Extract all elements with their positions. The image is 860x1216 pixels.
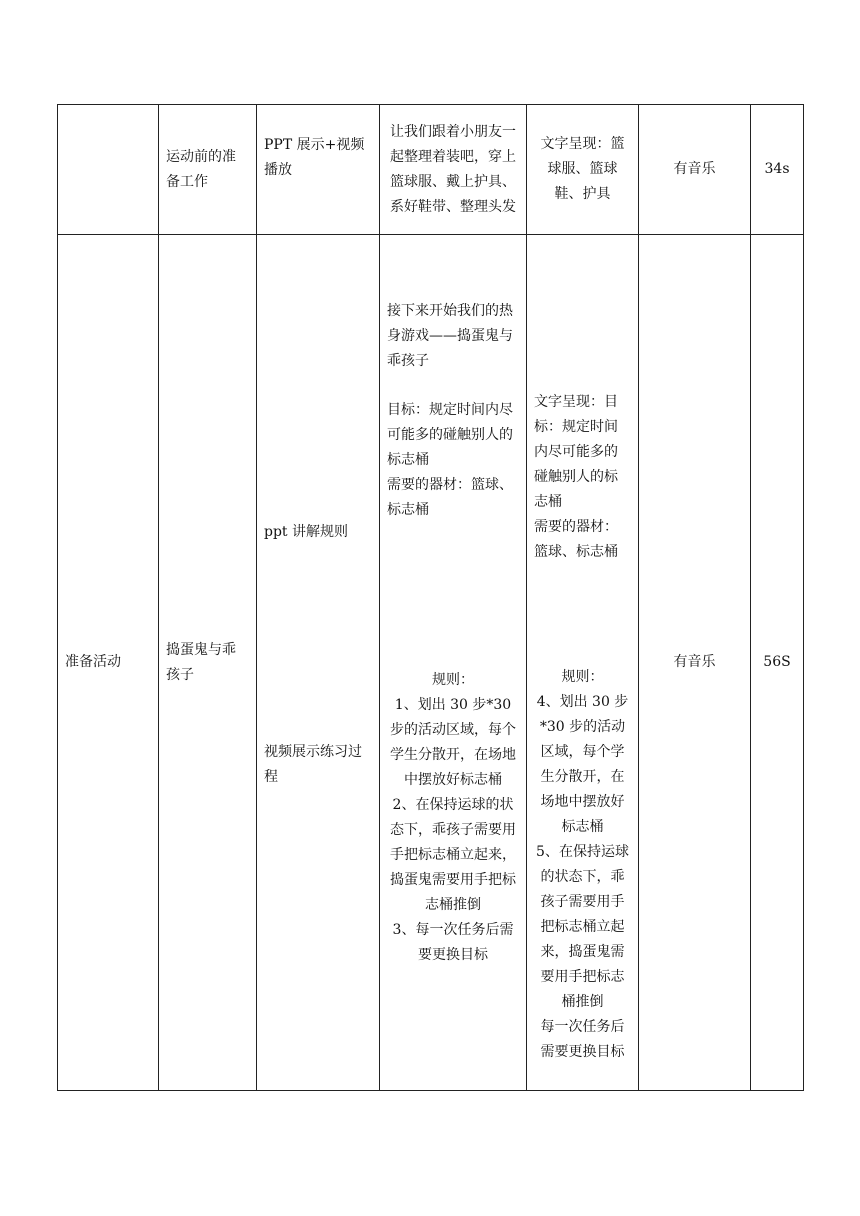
- method-ppt: ppt 讲解规则: [264, 524, 348, 540]
- script-rules-title: 规则：: [432, 672, 474, 688]
- script-cell: 让我们跟着小朋友一起整理着装吧，穿上篮球服、戴上护具、系好鞋带、整理头发: [380, 105, 527, 235]
- duration-cell: 34s: [751, 105, 804, 235]
- script-rules: 1、划出 30 步*30 步的活动区域，每个学生分散开，在场地中摆放好标志桶 2、在保持运球的状态下，乖孩子需要用手把标志桶立起来，捣蛋鬼需要用手把标志桶推倒 3、每一次任务后需要更换目标: [390, 697, 516, 963]
- audio-cell: 有音乐: [639, 105, 751, 235]
- stage-cell: 准备活动: [58, 235, 159, 1091]
- content-cell: 运动前的准备工作: [159, 105, 257, 235]
- script-intro: 接下来开始我们的热身游戏——捣蛋鬼与乖孩子: [387, 303, 513, 369]
- screen-cell: 文字呈现：篮球服、篮球鞋、护具: [527, 105, 639, 235]
- screen-rules: 4、划出 30 步*30 步的活动区域，每个学生分散开，在场地中摆放好标志桶 5、在保持运球的状态下，乖孩子需要用手把标志桶立起来，捣蛋鬼需要用手把标志桶推倒 每一次任务后需要更换目标: [536, 694, 629, 1060]
- duration-cell: 56S: [751, 235, 804, 1091]
- table-row: [58, 105, 804, 235]
- screen-cell: [527, 235, 639, 1091]
- method-cell: [257, 235, 380, 1091]
- audio-cell: 有音乐: [639, 235, 751, 1091]
- script-cell: [380, 235, 527, 1091]
- screen-rules-title: 规则：: [561, 669, 604, 685]
- table-row: [58, 235, 804, 1091]
- method-cell: PPT 展示+视频播放: [257, 105, 380, 235]
- method-video: 视频展示练习过程: [264, 744, 362, 785]
- screen-goal: 文字呈现：目标：规定时间内尽可能多的碰触别人的标志桶 需要的器材：篮球、标志桶: [534, 394, 618, 560]
- content-cell: 捣蛋鬼与乖孩子: [159, 235, 257, 1091]
- lesson-plan-table: [57, 104, 804, 1091]
- stage-cell: [58, 105, 159, 235]
- script-goal: 目标：规定时间内尽可能多的碰触别人的标志桶 需要的器材：篮球、标志桶: [387, 402, 513, 518]
